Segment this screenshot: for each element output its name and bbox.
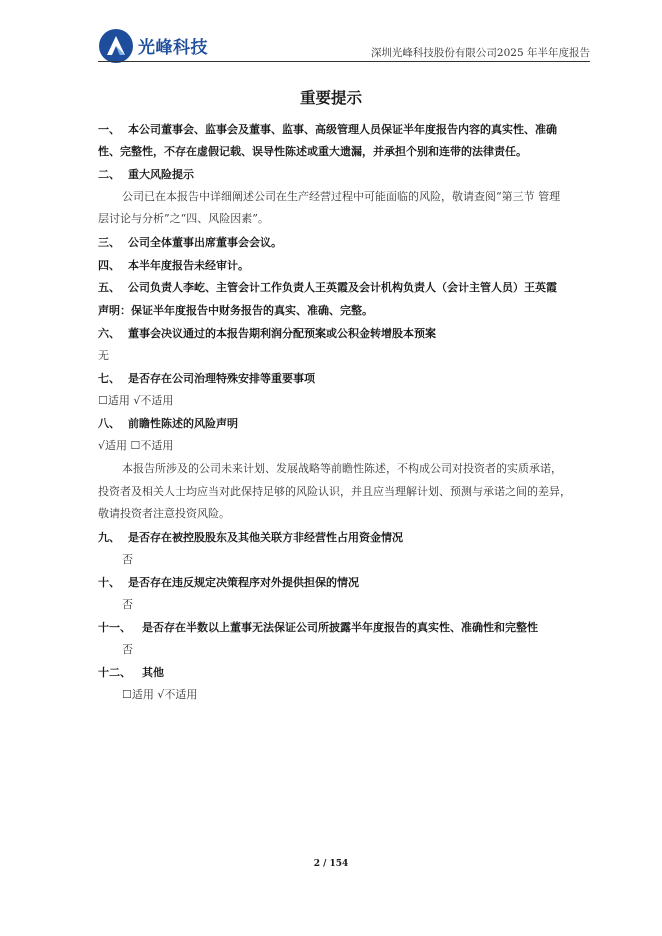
item-8-body-1: 本报告所涉及的公司未来计划、发展战略等前瞻性陈述，不构成公司对投资者的实质承诺， [122, 462, 562, 475]
item-10-body: 否 [122, 598, 133, 611]
item-10-heading [98, 576, 359, 590]
item-4-title: 本半年度报告未经审计。 [128, 259, 249, 272]
item-5-number: 五、 [98, 281, 120, 294]
item-5-line-1 [98, 281, 557, 295]
item-8-applicability: √适用 ☐不适用 [98, 439, 174, 452]
item-8-title: 前瞻性陈述的风险声明 [128, 417, 238, 430]
item-6-body: 无 [98, 349, 109, 362]
item-12-heading [98, 666, 164, 680]
item-7-number: 七、 [98, 372, 120, 385]
page-title: 重要提示 [299, 89, 362, 107]
item-2-title: 重大风险提示 [128, 168, 194, 181]
item-4-heading [98, 259, 249, 273]
item-8-number: 八、 [98, 417, 120, 430]
item-3-number: 三、 [98, 236, 120, 249]
item-9-number: 九、 [98, 531, 120, 544]
item-9-body: 否 [122, 553, 133, 566]
item-8-heading [98, 417, 238, 431]
item-2-body-1: 公司已在本报告中详细阐述公司在生产经营过程中可能面临的风险，敬请查阅“第三节 管理 [122, 190, 561, 203]
item-8-body-2: 投资者及相关人士均应当对此保持足够的风险认识，并且应当理解计划、预测与承诺之间的差异， [98, 485, 571, 498]
item-11-heading [98, 621, 538, 635]
item-3-title: 公司全体董事出席董事会会议。 [128, 236, 282, 249]
item-4-number: 四、 [98, 259, 120, 272]
item-12-applicability: ☐适用 √不适用 [122, 688, 198, 701]
item-7-heading [98, 372, 315, 386]
item-6-heading [98, 327, 436, 341]
item-1-line-1 [98, 123, 557, 137]
item-3-heading [98, 236, 282, 250]
page-number: 2 / 154 [313, 859, 349, 869]
item-12-title: 其他 [142, 666, 164, 679]
item-9-title: 是否存在被控股股东及其他关联方非经营性占用资金情况 [128, 531, 403, 544]
header-divider [98, 61, 590, 62]
item-2-number: 二、 [98, 168, 120, 181]
item-5-text-1: 公司负责人李屹、主管会计工作负责人王英霞及会计机构负责人（会计主管人员）王英霞 [128, 281, 557, 294]
item-7-applicability: ☐适用 √不适用 [98, 394, 174, 407]
item-10-number: 十、 [98, 576, 120, 589]
item-11-body: 否 [122, 643, 133, 656]
item-9-heading [98, 531, 403, 545]
item-1-text-1: 本公司董事会、监事会及董事、监事、高级管理人员保证半年度报告内容的真实性、准确 [128, 123, 557, 136]
item-11-title: 是否存在半数以上董事无法保证公司所披露半年度报告的真实性、准确性和完整性 [142, 621, 538, 634]
item-10-title: 是否存在违反规定决策程序对外提供担保的情况 [128, 576, 359, 589]
page-header [98, 28, 590, 64]
company-logo-icon [98, 28, 134, 64]
item-11-number: 十一、 [98, 621, 131, 634]
item-7-title: 是否存在公司治理特殊安排等重要事项 [128, 372, 315, 385]
item-12-number: 十二、 [98, 666, 131, 679]
item-2-heading [98, 168, 194, 182]
item-8-body-3: 敬请投资者注意投资风险。 [98, 507, 230, 520]
item-5-line-2: 声明：保证半年度报告中财务报告的真实、准确、完整。 [98, 304, 373, 317]
item-1-number: 一、 [98, 123, 120, 136]
item-6-number: 六、 [98, 327, 120, 340]
item-1-line-2: 性、完整性，不存在虚假记载、误导性陈述或重大遗漏，并承担个别和连带的法律责任。 [98, 145, 527, 158]
item-2-body-2: 层讨论与分析”之“四、风险因素”。 [98, 212, 269, 225]
logo-text: 光峰科技 [138, 38, 208, 58]
item-6-title: 董事会决议通过的本报告期利润分配预案或公积金转增股本预案 [128, 327, 436, 340]
report-name: 深圳光峰科技股份有限公司2025 年半年度报告 [370, 47, 590, 59]
